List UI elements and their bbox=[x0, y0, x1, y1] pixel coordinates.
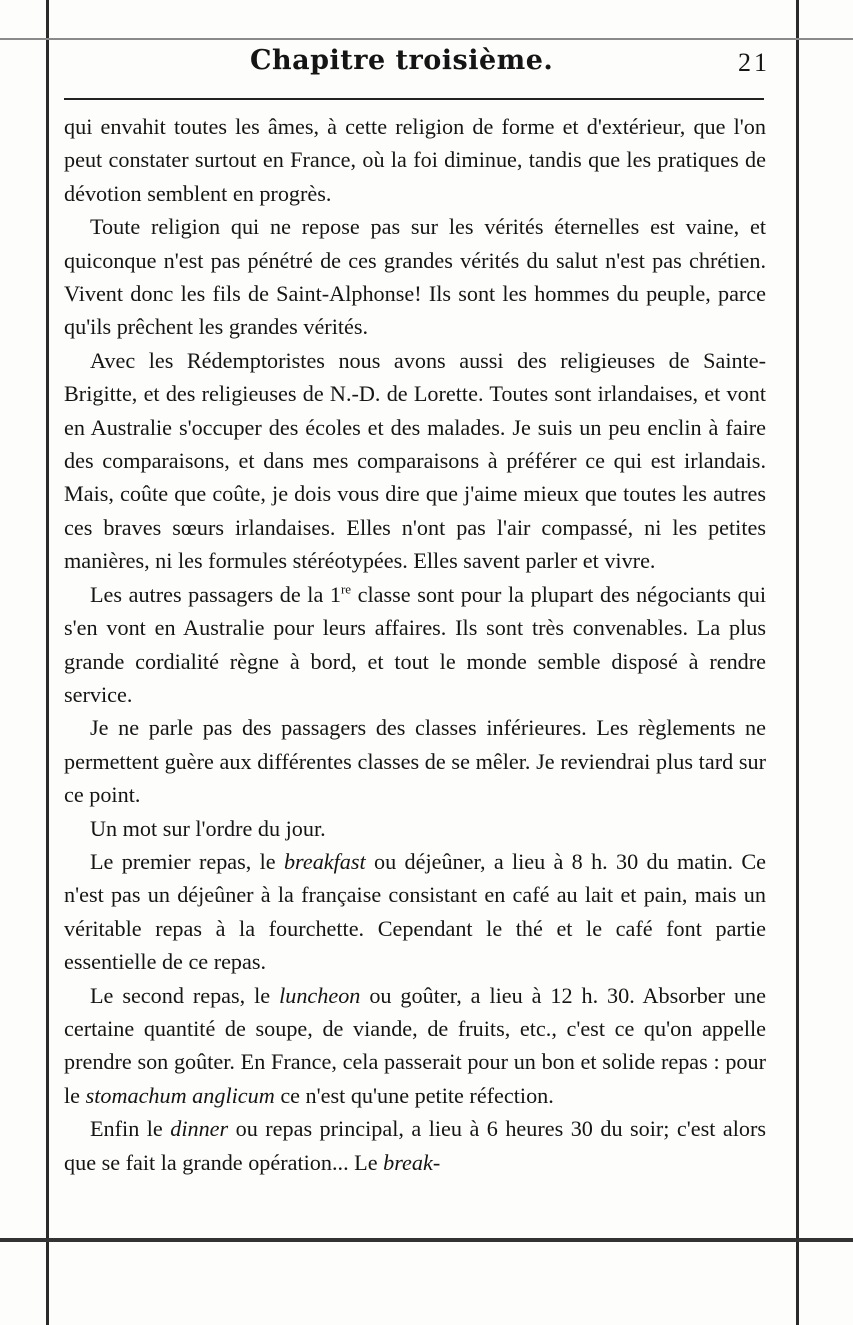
italic-term: break- bbox=[383, 1149, 441, 1175]
text-run: ou déjeûner, a lieu à 8 h. 30 du matin. Ce n'est pas un déjeûner à la française consistant en café au lait et pain, mais un véritable repas à la fourchette. Cependant le thé et le café font partie essentielle de ce repas. bbox=[64, 848, 766, 975]
right-page-border bbox=[796, 0, 799, 1325]
paragraph: Avec les Rédemptoristes nous avons aussi des religieuses de Sainte-Brigitte, et des religieuses de N.-D. de Lorette. Toutes sont irlandaises, et vont en Australie s'occuper des écoles et des malades. Je suis un peu enclin à faire des comparaisons, et dans mes comparaisons à préférer ce qui est irlandais. Mais, coûte que coûte, je dois vous dire que j'aime mieux que toutes les autres ces braves sœurs irlandaises. Elles n'ont pas l'air compassé, ni les petites manières, ni les formules stéréotypées. Elles savent parler et vivre. bbox=[64, 347, 766, 574]
paragraph bbox=[64, 578, 766, 712]
paragraph bbox=[64, 979, 766, 1113]
body-text bbox=[64, 110, 766, 1179]
bottom-page-border bbox=[0, 1238, 853, 1242]
paragraph: Je ne parle pas des passagers des classes inférieures. Les règlements ne permettent guère aux différentes classes de se mêler. Je reviendrai plus tard sur ce point. bbox=[64, 715, 766, 808]
text-run: Le premier repas, le bbox=[90, 848, 284, 874]
paragraph: Un mot sur l'ordre du jour. bbox=[90, 815, 326, 841]
text-run: classe sont pour la plupart des négociants qui s'en vont en Australie pour leurs affaires. Ils sont très convenables. La plus grande cordialité règne à bord, et tout le monde semble disposé à rendre service. bbox=[64, 581, 766, 707]
superscript: re bbox=[340, 581, 352, 597]
top-page-border bbox=[0, 38, 853, 40]
italic-term: breakfast bbox=[283, 848, 366, 874]
text-run: Enfin le bbox=[90, 1116, 171, 1142]
chapter-title: Chapitre troisième. bbox=[250, 45, 554, 76]
text-run: ou repas principal, a lieu à 6 heures 30 du soir; c'est alors que se fait la grande opération... Le bbox=[64, 1116, 766, 1175]
italic-term: dinner bbox=[170, 1116, 229, 1142]
paragraph bbox=[64, 845, 766, 979]
text-run: ou goûter, a lieu à 12 h. 30. Absorber une certaine quantité de soupe, de viande, de fruits, etc., c'est ce qu'on appelle prendre son goûter. En France, cela passerait pour un bon et solide repas : pour le bbox=[64, 982, 766, 1108]
italic-term: stomachum anglicum bbox=[85, 1082, 275, 1108]
italic-term: luncheon bbox=[279, 982, 361, 1008]
paragraph bbox=[64, 1112, 766, 1179]
paragraph: Toute religion qui ne repose pas sur les vérités éternelles est vaine, et quiconque n'est pas pénétré de ces grandes vérités du salut n'est pas chrétien. Vivent donc les fils de Saint-Alphonse! Ils sont les hommes du peuple, parce qu'ils prêchent les grandes vérités. bbox=[64, 214, 766, 340]
text-run: ce n'est qu'une petite réfection. bbox=[274, 1082, 554, 1108]
page-number: 21 bbox=[738, 48, 770, 77]
text-run: Le second repas, le bbox=[90, 982, 280, 1008]
left-page-border bbox=[46, 0, 49, 1325]
header-rule bbox=[64, 98, 764, 100]
text-run: Les autres passagers de la 1 bbox=[90, 581, 341, 607]
paragraph: qui envahit toutes les âmes, à cette religion de forme et d'extérieur, que l'on peut constater surtout en France, où la foi diminue, tandis que les pratiques de dévotion semblent en progrès. bbox=[64, 114, 766, 206]
